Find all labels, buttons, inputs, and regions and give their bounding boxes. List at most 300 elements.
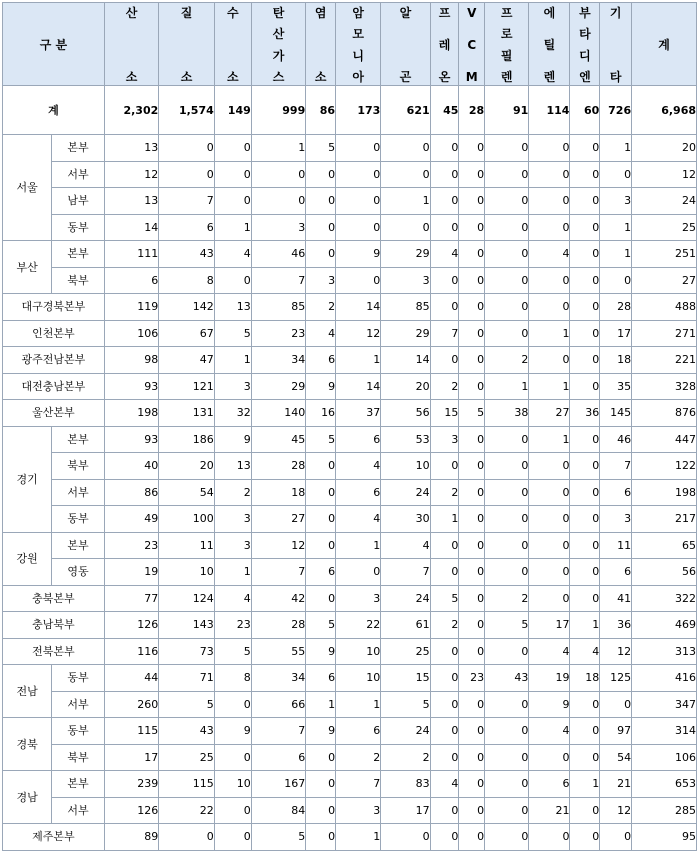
value-cell: 46 bbox=[600, 426, 632, 453]
column-header-char: C bbox=[467, 38, 477, 52]
value-cell: 21 bbox=[600, 771, 632, 798]
value-cell: 4 bbox=[529, 241, 570, 268]
value-cell: 14 bbox=[336, 373, 381, 400]
value-cell: 0 bbox=[529, 744, 570, 771]
value-cell: 29 bbox=[381, 320, 430, 347]
value-cell: 0 bbox=[529, 294, 570, 321]
column-header-char: 아 bbox=[352, 69, 364, 84]
value-cell: 0 bbox=[430, 294, 459, 321]
value-cell: 12 bbox=[336, 320, 381, 347]
value-cell: 0 bbox=[459, 585, 485, 612]
value-cell: 13 bbox=[214, 294, 251, 321]
table-row bbox=[3, 559, 697, 586]
value-cell: 0 bbox=[529, 161, 570, 188]
value-cell: 2 bbox=[336, 744, 381, 771]
value-cell: 0 bbox=[381, 214, 430, 241]
value-cell: 53 bbox=[381, 426, 430, 453]
value-cell: 97 bbox=[600, 718, 632, 745]
table-row bbox=[3, 532, 697, 559]
value-cell: 0 bbox=[251, 161, 305, 188]
row-total-cell: 20 bbox=[632, 135, 697, 162]
value-cell: 1 bbox=[306, 691, 336, 718]
total-cell: 1,574 bbox=[159, 86, 215, 135]
value-cell: 1 bbox=[214, 214, 251, 241]
column-header-ammonia bbox=[336, 3, 381, 86]
column-header-char: 알 bbox=[399, 6, 412, 20]
value-cell: 3 bbox=[600, 188, 632, 215]
value-cell: 116 bbox=[104, 638, 158, 665]
value-cell: 0 bbox=[214, 161, 251, 188]
value-cell: 18 bbox=[251, 479, 305, 506]
column-header-char: 필 bbox=[500, 48, 513, 63]
table-row bbox=[3, 188, 697, 215]
value-cell: 3 bbox=[336, 797, 381, 824]
value-cell: 100 bbox=[159, 506, 215, 533]
value-cell: 0 bbox=[459, 506, 485, 533]
region-label: 제주본부 bbox=[3, 824, 105, 851]
value-cell: 1 bbox=[336, 691, 381, 718]
value-cell: 0 bbox=[485, 532, 529, 559]
total-cell: 28 bbox=[459, 86, 485, 135]
value-cell: 0 bbox=[459, 241, 485, 268]
sub-region-label: 본부 bbox=[52, 241, 104, 268]
value-cell: 84 bbox=[251, 797, 305, 824]
value-cell: 55 bbox=[251, 638, 305, 665]
value-cell: 8 bbox=[214, 665, 251, 692]
value-cell: 9 bbox=[306, 373, 336, 400]
value-cell: 18 bbox=[600, 347, 632, 374]
table-row bbox=[3, 161, 697, 188]
value-cell: 27 bbox=[529, 400, 570, 427]
value-cell: 0 bbox=[485, 453, 529, 480]
total-cell: 114 bbox=[529, 86, 570, 135]
value-cell: 0 bbox=[430, 665, 459, 692]
column-header-char: 수 bbox=[226, 6, 239, 20]
value-cell: 186 bbox=[159, 426, 215, 453]
value-cell: 0 bbox=[570, 135, 600, 162]
region-group-label: 전남 bbox=[3, 665, 52, 718]
column-header-char: 소 bbox=[180, 70, 193, 84]
value-cell: 0 bbox=[529, 532, 570, 559]
value-cell: 1 bbox=[214, 347, 251, 374]
value-cell: 0 bbox=[430, 718, 459, 745]
value-cell: 7 bbox=[251, 267, 305, 294]
table-row bbox=[3, 506, 697, 533]
value-cell: 85 bbox=[251, 294, 305, 321]
value-cell: 0 bbox=[214, 135, 251, 162]
value-cell: 8 bbox=[159, 267, 215, 294]
value-cell: 0 bbox=[430, 161, 459, 188]
value-cell: 17 bbox=[600, 320, 632, 347]
value-cell: 0 bbox=[306, 744, 336, 771]
value-cell: 3 bbox=[214, 532, 251, 559]
value-cell: 38 bbox=[485, 400, 529, 427]
value-cell: 34 bbox=[251, 665, 305, 692]
value-cell: 14 bbox=[381, 347, 430, 374]
value-cell: 17 bbox=[381, 797, 430, 824]
value-cell: 0 bbox=[570, 294, 600, 321]
value-cell: 1 bbox=[570, 612, 600, 639]
header-row bbox=[3, 3, 697, 86]
value-cell: 4 bbox=[570, 638, 600, 665]
value-cell: 2 bbox=[381, 744, 430, 771]
value-cell: 6 bbox=[529, 771, 570, 798]
column-header-char: V bbox=[467, 6, 477, 20]
value-cell: 77 bbox=[104, 585, 158, 612]
value-cell: 0 bbox=[159, 824, 215, 851]
value-cell: 16 bbox=[306, 400, 336, 427]
value-cell: 0 bbox=[570, 691, 600, 718]
value-cell: 28 bbox=[251, 612, 305, 639]
value-cell: 73 bbox=[159, 638, 215, 665]
value-cell: 0 bbox=[459, 294, 485, 321]
value-cell: 0 bbox=[214, 744, 251, 771]
value-cell: 0 bbox=[214, 267, 251, 294]
value-cell: 0 bbox=[485, 797, 529, 824]
value-cell: 0 bbox=[430, 347, 459, 374]
column-header-jilso bbox=[159, 3, 215, 86]
value-cell: 17 bbox=[104, 744, 158, 771]
value-cell: 0 bbox=[430, 559, 459, 586]
value-cell: 3 bbox=[336, 585, 381, 612]
value-cell: 13 bbox=[214, 453, 251, 480]
value-cell: 1 bbox=[570, 771, 600, 798]
value-cell: 6 bbox=[306, 347, 336, 374]
value-cell: 24 bbox=[381, 479, 430, 506]
column-header-char: 엔 bbox=[579, 69, 591, 84]
value-cell: 0 bbox=[381, 161, 430, 188]
table-row bbox=[3, 400, 697, 427]
value-cell: 67 bbox=[159, 320, 215, 347]
total-row bbox=[3, 86, 697, 135]
value-cell: 0 bbox=[570, 161, 600, 188]
value-cell: 22 bbox=[336, 612, 381, 639]
column-header-char: 염 bbox=[314, 6, 327, 20]
value-cell: 41 bbox=[600, 585, 632, 612]
value-cell: 126 bbox=[104, 612, 158, 639]
value-cell: 6 bbox=[251, 744, 305, 771]
row-total-cell: 328 bbox=[632, 373, 697, 400]
value-cell: 28 bbox=[251, 453, 305, 480]
column-header-char: 암 bbox=[352, 6, 364, 20]
value-cell: 6 bbox=[336, 479, 381, 506]
column-header-char: 모 bbox=[352, 27, 364, 42]
region-label: 광주전남본부 bbox=[3, 347, 105, 374]
table-row bbox=[3, 135, 697, 162]
column-header-char: 기 bbox=[609, 6, 622, 20]
column-header-char: 소 bbox=[125, 70, 138, 84]
row-total-cell: 12 bbox=[632, 161, 697, 188]
column-header-char: 곤 bbox=[399, 70, 412, 84]
value-cell: 0 bbox=[214, 188, 251, 215]
table-row bbox=[3, 718, 697, 745]
value-cell: 198 bbox=[104, 400, 158, 427]
value-cell: 0 bbox=[459, 559, 485, 586]
row-total-cell: 27 bbox=[632, 267, 697, 294]
value-cell: 0 bbox=[485, 320, 529, 347]
value-cell: 0 bbox=[459, 453, 485, 480]
value-cell: 7 bbox=[600, 453, 632, 480]
sub-region-label: 북부 bbox=[52, 453, 104, 480]
value-cell: 0 bbox=[459, 161, 485, 188]
value-cell: 10 bbox=[159, 559, 215, 586]
value-cell: 1 bbox=[381, 188, 430, 215]
column-header-char: 스 bbox=[272, 69, 285, 84]
column-header-ethylene bbox=[529, 3, 570, 86]
row-total-cell: 122 bbox=[632, 453, 697, 480]
value-cell: 46 bbox=[251, 241, 305, 268]
value-cell: 0 bbox=[306, 188, 336, 215]
value-cell: 0 bbox=[570, 320, 600, 347]
value-cell: 0 bbox=[430, 691, 459, 718]
row-total-cell: 447 bbox=[632, 426, 697, 453]
value-cell: 3 bbox=[381, 267, 430, 294]
value-cell: 14 bbox=[336, 294, 381, 321]
value-cell: 7 bbox=[336, 771, 381, 798]
value-cell: 1 bbox=[336, 824, 381, 851]
value-cell: 2 bbox=[430, 479, 459, 506]
value-cell: 11 bbox=[159, 532, 215, 559]
value-cell: 1 bbox=[529, 373, 570, 400]
column-header-char: 로 bbox=[500, 27, 513, 42]
column-header-propylene bbox=[485, 3, 529, 86]
row-total-cell: 221 bbox=[632, 347, 697, 374]
column-header-char: 소 bbox=[226, 70, 239, 84]
value-cell: 4 bbox=[529, 638, 570, 665]
value-cell: 93 bbox=[104, 373, 158, 400]
value-cell: 19 bbox=[529, 665, 570, 692]
value-cell: 0 bbox=[529, 585, 570, 612]
value-cell: 4 bbox=[214, 585, 251, 612]
value-cell: 36 bbox=[600, 612, 632, 639]
value-cell: 106 bbox=[104, 320, 158, 347]
value-cell: 13 bbox=[104, 135, 158, 162]
value-cell: 56 bbox=[381, 400, 430, 427]
column-header-argon bbox=[381, 3, 430, 86]
value-cell: 12 bbox=[251, 532, 305, 559]
value-cell: 126 bbox=[104, 797, 158, 824]
value-cell: 5 bbox=[214, 638, 251, 665]
table-row bbox=[3, 267, 697, 294]
value-cell: 0 bbox=[336, 214, 381, 241]
value-cell: 47 bbox=[159, 347, 215, 374]
value-cell: 0 bbox=[485, 506, 529, 533]
value-cell: 20 bbox=[381, 373, 430, 400]
value-cell: 66 bbox=[251, 691, 305, 718]
value-cell: 54 bbox=[600, 744, 632, 771]
value-cell: 1 bbox=[336, 347, 381, 374]
table-row bbox=[3, 691, 697, 718]
region-label: 충남북부 bbox=[3, 612, 105, 639]
region-group-label: 경기 bbox=[3, 426, 52, 532]
value-cell: 0 bbox=[485, 559, 529, 586]
value-cell: 131 bbox=[159, 400, 215, 427]
value-cell: 0 bbox=[459, 135, 485, 162]
value-cell: 0 bbox=[485, 744, 529, 771]
value-cell: 0 bbox=[336, 135, 381, 162]
value-cell: 98 bbox=[104, 347, 158, 374]
value-cell: 0 bbox=[570, 267, 600, 294]
value-cell: 23 bbox=[104, 532, 158, 559]
value-cell: 61 bbox=[381, 612, 430, 639]
sub-region-label: 동부 bbox=[52, 665, 104, 692]
column-header-char: 탄 bbox=[272, 6, 285, 20]
value-cell: 0 bbox=[529, 479, 570, 506]
column-header-char: 타 bbox=[579, 27, 591, 42]
value-cell: 0 bbox=[485, 426, 529, 453]
region-label: 충북본부 bbox=[3, 585, 105, 612]
value-cell: 0 bbox=[529, 214, 570, 241]
value-cell: 167 bbox=[251, 771, 305, 798]
region-group-label: 경남 bbox=[3, 771, 52, 824]
sub-region-label: 북부 bbox=[52, 267, 104, 294]
table-row bbox=[3, 479, 697, 506]
column-header-char: 디 bbox=[579, 48, 591, 63]
column-header-gita bbox=[600, 3, 632, 86]
value-cell: 36 bbox=[570, 400, 600, 427]
value-cell: 0 bbox=[430, 744, 459, 771]
value-cell: 1 bbox=[529, 320, 570, 347]
column-header-yeomso bbox=[306, 3, 336, 86]
value-cell: 5 bbox=[430, 585, 459, 612]
value-cell: 0 bbox=[306, 241, 336, 268]
value-cell: 12 bbox=[600, 638, 632, 665]
row-total-cell: 313 bbox=[632, 638, 697, 665]
value-cell: 83 bbox=[381, 771, 430, 798]
row-total-cell: 285 bbox=[632, 797, 697, 824]
value-cell: 0 bbox=[485, 135, 529, 162]
value-cell: 115 bbox=[159, 771, 215, 798]
value-cell: 23 bbox=[214, 612, 251, 639]
value-cell: 89 bbox=[104, 824, 158, 851]
value-cell: 5 bbox=[485, 612, 529, 639]
value-cell: 0 bbox=[214, 691, 251, 718]
value-cell: 2 bbox=[485, 585, 529, 612]
value-cell: 0 bbox=[485, 267, 529, 294]
value-cell: 125 bbox=[600, 665, 632, 692]
value-cell: 0 bbox=[459, 347, 485, 374]
value-cell: 142 bbox=[159, 294, 215, 321]
value-cell: 0 bbox=[306, 479, 336, 506]
value-cell: 0 bbox=[485, 161, 529, 188]
value-cell: 4 bbox=[336, 506, 381, 533]
value-cell: 0 bbox=[600, 824, 632, 851]
total-cell: 6,968 bbox=[632, 86, 697, 135]
value-cell: 1 bbox=[251, 135, 305, 162]
region-label: 전북본부 bbox=[3, 638, 105, 665]
value-cell: 7 bbox=[251, 718, 305, 745]
region-group-label: 부산 bbox=[3, 241, 52, 294]
value-cell: 0 bbox=[485, 294, 529, 321]
value-cell: 0 bbox=[600, 161, 632, 188]
value-cell: 2 bbox=[214, 479, 251, 506]
column-header-butadiene bbox=[570, 3, 600, 86]
value-cell: 0 bbox=[430, 267, 459, 294]
value-cell: 0 bbox=[381, 824, 430, 851]
value-cell: 6 bbox=[336, 426, 381, 453]
value-cell: 1 bbox=[600, 214, 632, 241]
value-cell: 0 bbox=[381, 135, 430, 162]
sub-region-label: 서부 bbox=[52, 691, 104, 718]
table-row bbox=[3, 453, 697, 480]
sub-region-label: 본부 bbox=[52, 135, 104, 162]
sub-region-label: 본부 bbox=[52, 426, 104, 453]
column-header-char: 에 bbox=[543, 6, 556, 20]
column-header-suso bbox=[214, 3, 251, 86]
value-cell: 4 bbox=[214, 241, 251, 268]
value-cell: 0 bbox=[570, 797, 600, 824]
value-cell: 5 bbox=[306, 612, 336, 639]
total-cell: 86 bbox=[306, 86, 336, 135]
value-cell: 0 bbox=[159, 161, 215, 188]
value-cell: 124 bbox=[159, 585, 215, 612]
total-cell: 45 bbox=[430, 86, 459, 135]
value-cell: 6 bbox=[104, 267, 158, 294]
value-cell: 2 bbox=[306, 294, 336, 321]
value-cell: 0 bbox=[459, 320, 485, 347]
value-cell: 4 bbox=[430, 241, 459, 268]
value-cell: 12 bbox=[600, 797, 632, 824]
region-label: 대전충남본부 bbox=[3, 373, 105, 400]
value-cell: 0 bbox=[570, 188, 600, 215]
value-cell: 4 bbox=[529, 718, 570, 745]
value-cell: 10 bbox=[214, 771, 251, 798]
column-header-char: 질 bbox=[180, 6, 193, 20]
value-cell: 43 bbox=[159, 718, 215, 745]
sub-region-label: 서부 bbox=[52, 161, 104, 188]
table-row bbox=[3, 426, 697, 453]
value-cell: 140 bbox=[251, 400, 305, 427]
value-cell: 85 bbox=[381, 294, 430, 321]
value-cell: 9 bbox=[214, 426, 251, 453]
column-header-char: 틸 bbox=[543, 38, 556, 52]
value-cell: 2 bbox=[430, 373, 459, 400]
table-body bbox=[3, 86, 697, 851]
value-cell: 0 bbox=[251, 188, 305, 215]
value-cell: 3 bbox=[430, 426, 459, 453]
value-cell: 5 bbox=[251, 824, 305, 851]
table-row bbox=[3, 744, 697, 771]
value-cell: 42 bbox=[251, 585, 305, 612]
row-total-cell: 876 bbox=[632, 400, 697, 427]
value-cell: 0 bbox=[485, 241, 529, 268]
row-total-cell: 24 bbox=[632, 188, 697, 215]
column-header-char: 프 bbox=[438, 6, 451, 20]
value-cell: 24 bbox=[381, 718, 430, 745]
column-header-char: 프 bbox=[500, 6, 513, 20]
value-cell: 0 bbox=[459, 691, 485, 718]
value-cell: 10 bbox=[336, 665, 381, 692]
value-cell: 0 bbox=[336, 267, 381, 294]
column-header-char: 가 bbox=[272, 48, 285, 63]
value-cell: 0 bbox=[459, 771, 485, 798]
column-header-total: 계 bbox=[632, 3, 697, 86]
value-cell: 93 bbox=[104, 426, 158, 453]
row-total-cell: 106 bbox=[632, 744, 697, 771]
value-cell: 0 bbox=[306, 797, 336, 824]
value-cell: 22 bbox=[159, 797, 215, 824]
value-cell: 1 bbox=[529, 426, 570, 453]
value-cell: 6 bbox=[159, 214, 215, 241]
region-label: 울산본부 bbox=[3, 400, 105, 427]
value-cell: 0 bbox=[570, 347, 600, 374]
value-cell: 29 bbox=[381, 241, 430, 268]
value-cell: 0 bbox=[570, 453, 600, 480]
value-cell: 21 bbox=[529, 797, 570, 824]
table-row bbox=[3, 665, 697, 692]
value-cell: 0 bbox=[306, 161, 336, 188]
sub-region-label: 동부 bbox=[52, 214, 104, 241]
